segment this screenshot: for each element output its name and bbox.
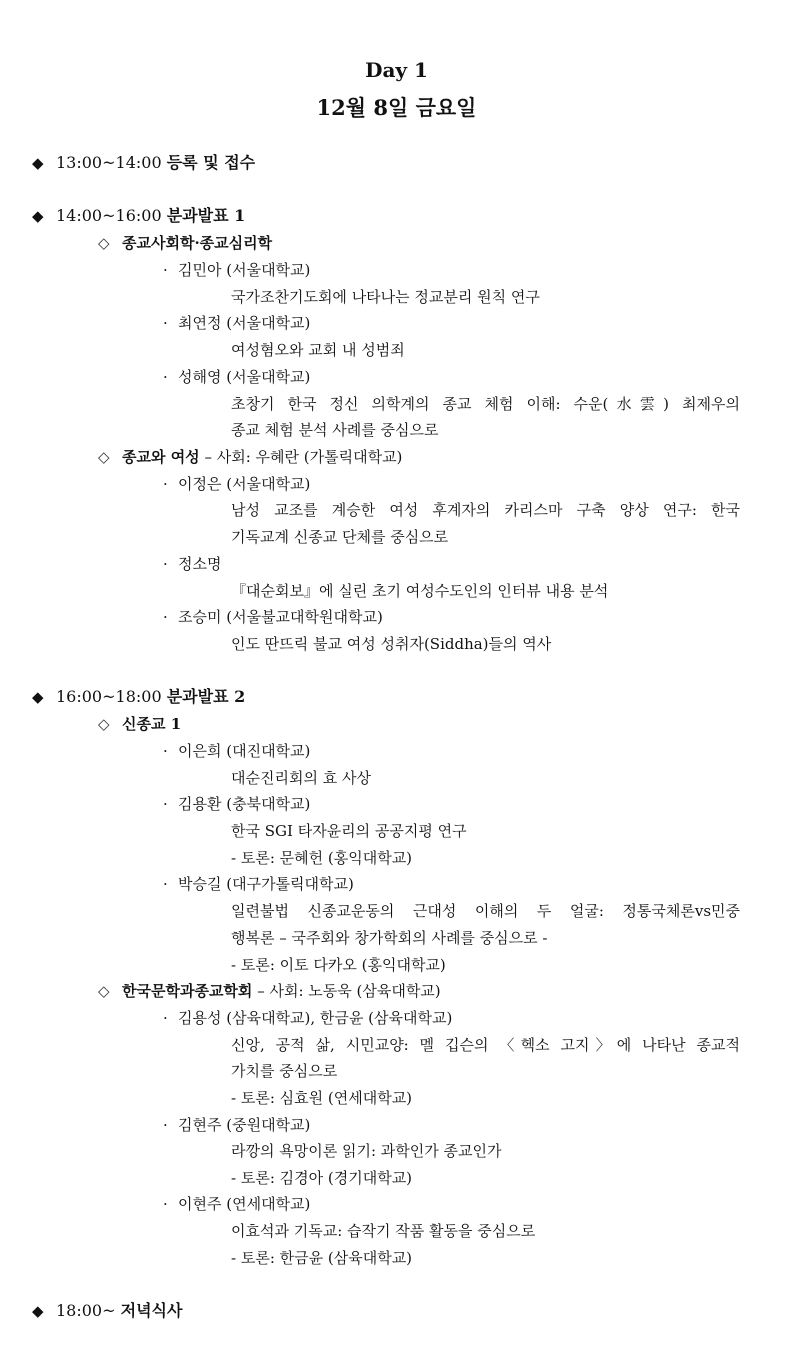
filled-diamond-icon: ◆ — [32, 688, 44, 706]
paper-title: 국가조찬기도회에 나타나는 정교분리 원칙 연구 — [231, 288, 540, 306]
dot-icon: · — [163, 314, 168, 332]
presenter — [163, 871, 354, 897]
open-diamond-icon: ◇ — [98, 448, 110, 466]
dot-icon: · — [163, 368, 168, 386]
paper-title: 대순진리회의 효 사상 — [231, 769, 371, 787]
presenter-name: 김용환 (충북대학교) — [178, 795, 311, 813]
paper-title-cont: 행복론 – 국주회와 창가학회의 사례를 중심으로 - — [231, 929, 548, 947]
date-title: 12월 8일 금요일 — [316, 95, 477, 120]
presenter-name: 성해영 (서울대학교) — [178, 368, 311, 386]
track-heading — [98, 230, 272, 256]
dot-icon: · — [163, 1116, 168, 1134]
session-heading — [32, 1298, 182, 1324]
discussant: - 토론: 김경아 (경기대학교) — [231, 1169, 413, 1187]
session-heading — [32, 203, 245, 229]
paper-title: 라깡의 욕망이론 읽기: 과학인가 종교인가 — [231, 1142, 502, 1160]
presenter — [163, 471, 310, 497]
presenter-name: 김민아 (서울대학교) — [178, 261, 311, 279]
session-title: 분과발표 1 — [166, 206, 246, 225]
paper-title: 초창기 한국 정신 의학계의 종교 체험 이해: 수운(水雲) 최제우의 — [231, 395, 740, 413]
paper-title: 남성 교조를 계승한 여성 후계자의 카리스마 구축 양상 연구: 한국 — [231, 501, 740, 519]
discussant: - 토론: 문혜헌 (홍익대학교) — [231, 849, 413, 867]
session-heading — [32, 684, 245, 710]
filled-diamond-icon: ◆ — [32, 154, 44, 172]
dot-icon: · — [163, 261, 168, 279]
track-moderator: – 사회: 우혜란 (가톨릭대학교) — [199, 448, 403, 466]
track-moderator: – 사회: 노동욱 (삼육대학교) — [252, 982, 441, 1000]
track-heading — [98, 711, 181, 737]
paper-title: 일련불법 신종교운동의 근대성 이해의 두 얼굴: 정통국체론vs민중 — [231, 902, 740, 920]
presenter — [163, 257, 310, 283]
dot-icon: · — [163, 475, 168, 493]
dot-icon: · — [163, 1195, 168, 1213]
presenter — [163, 1191, 310, 1217]
paper-title-cont: 가치를 중심으로 — [231, 1062, 338, 1080]
paper-title: 신앙, 공적 삶, 시민교양: 멜 깁슨의 〈헥소 고지〉에 나타난 종교적 — [231, 1036, 740, 1054]
track-heading — [98, 444, 402, 470]
presenter — [163, 738, 310, 764]
track-title: 한국문학과종교학회 — [122, 982, 253, 1000]
discussant: - 토론: 심효원 (연세대학교) — [231, 1089, 413, 1107]
track-heading — [98, 978, 441, 1004]
presenter-name: 이은희 (대진대학교) — [178, 742, 311, 760]
dot-icon: · — [163, 795, 168, 813]
dot-icon: · — [163, 1009, 168, 1027]
dot-icon: · — [163, 742, 168, 760]
presenter-name: 박승길 (대구가톨릭대학교) — [178, 875, 354, 893]
filled-diamond-icon: ◆ — [32, 1302, 44, 1320]
dot-icon: · — [163, 555, 168, 573]
paper-title: 『대순회보』에 실린 초기 여성수도인의 인터뷰 내용 분석 — [231, 582, 609, 600]
open-diamond-icon: ◇ — [98, 234, 110, 252]
filled-diamond-icon: ◆ — [32, 207, 44, 225]
paper-title: 이효석과 기독교: 습작기 작품 활동을 중심으로 — [231, 1222, 536, 1240]
presenter-name: 김용성 (삼육대학교), 한금윤 (삼육대학교) — [178, 1009, 453, 1027]
track-title: 종교와 여성 — [122, 448, 200, 466]
session-heading — [32, 150, 255, 176]
presenter-name: 조승미 (서울불교대학원대학교) — [178, 608, 383, 626]
session-time: 18:00~ — [56, 1301, 116, 1320]
session-time: 13:00~14:00 — [56, 153, 162, 172]
presenter — [163, 1005, 452, 1031]
open-diamond-icon: ◇ — [98, 982, 110, 1000]
paper-title: 여성혐오와 교회 내 성범죄 — [231, 341, 405, 359]
paper-title: 한국 SGI 타자윤리의 공공지평 연구 — [231, 822, 467, 840]
track-title: 신종교 1 — [122, 715, 182, 733]
session-time: 16:00~18:00 — [56, 687, 162, 706]
presenter-name: 이정은 (서울대학교) — [178, 475, 311, 493]
presenter — [163, 310, 310, 336]
paper-title-cont: 기독교계 신종교 단체를 중심으로 — [231, 528, 449, 546]
presenter — [163, 604, 383, 630]
discussant: - 토론: 한금윤 (삼육대학교) — [231, 1249, 413, 1267]
presenter — [163, 551, 221, 577]
presenter-name: 최연정 (서울대학교) — [178, 314, 311, 332]
presenter — [163, 791, 310, 817]
presenter-name: 이현주 (연세대학교) — [178, 1195, 311, 1213]
paper-title: 인도 딴뜨릭 불교 여성 성취자(Siddha)들의 역사 — [231, 635, 552, 653]
paper-title-cont: 종교 체험 분석 사례를 중심으로 — [231, 421, 439, 439]
day-title: Day 1 — [365, 58, 428, 82]
discussant: - 토론: 이토 다카오 (홍익대학교) — [231, 956, 446, 974]
presenter — [163, 1112, 310, 1138]
dot-icon: · — [163, 608, 168, 626]
session-title: 등록 및 접수 — [166, 153, 256, 172]
presenter-name: 김현주 (중원대학교) — [178, 1116, 311, 1134]
session-title: 분과발표 2 — [166, 687, 246, 706]
track-title: 종교사회학·종교심리학 — [122, 234, 273, 252]
presenter-name: 정소명 — [178, 555, 222, 573]
dot-icon: · — [163, 875, 168, 893]
session-time: 14:00~16:00 — [56, 206, 162, 225]
session-title: 저녁식사 — [120, 1301, 183, 1320]
open-diamond-icon: ◇ — [98, 715, 110, 733]
presenter — [163, 364, 310, 390]
